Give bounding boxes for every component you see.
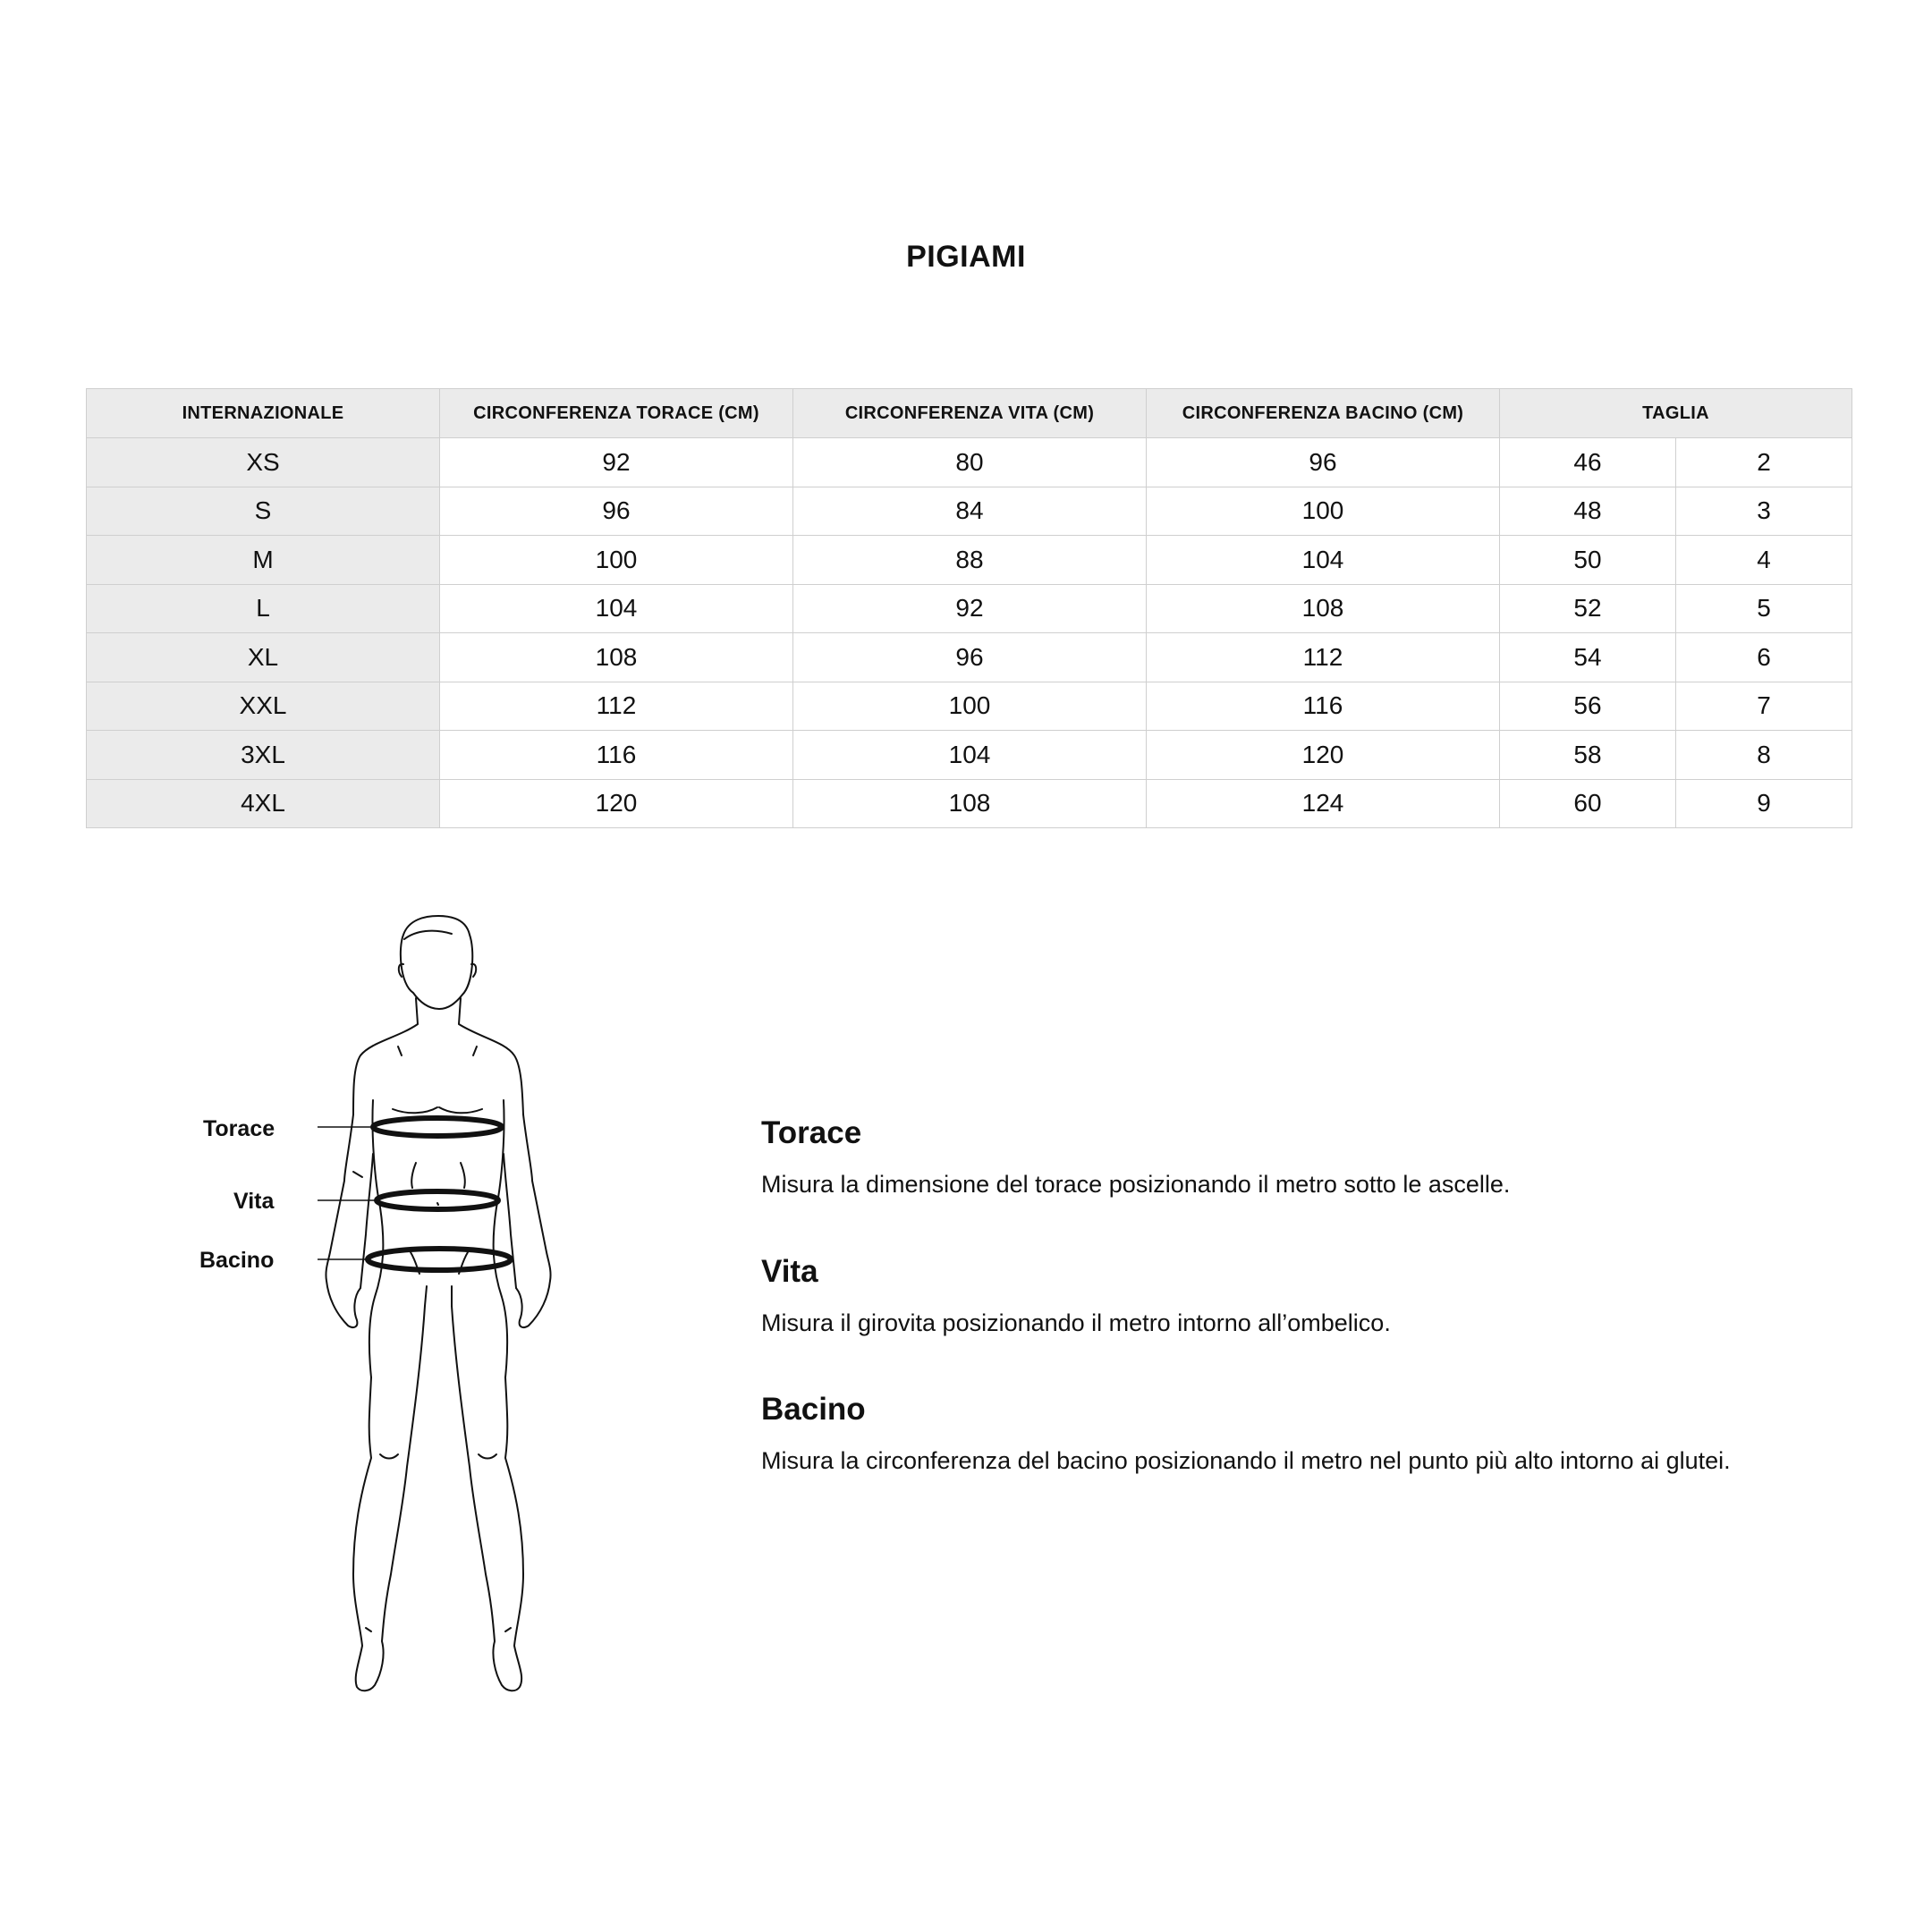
- cell-internazionale: S: [87, 487, 440, 536]
- cell-vita: 108: [793, 779, 1147, 828]
- header-taglia: TAGLIA: [1500, 389, 1852, 438]
- cell-internazionale: XXL: [87, 682, 440, 731]
- cell-torace: 100: [440, 536, 793, 585]
- cell-torace: 108: [440, 633, 793, 682]
- cell-taglia-num: 3: [1676, 487, 1852, 536]
- table-row: [87, 438, 1852, 487]
- cell-taglia-it: 48: [1500, 487, 1676, 536]
- cell-taglia-it: 46: [1500, 438, 1676, 487]
- cell-taglia-it: 50: [1500, 536, 1676, 585]
- description-bacino: [761, 1392, 1835, 1475]
- cell-bacino: 96: [1147, 438, 1500, 487]
- cell-internazionale: 4XL: [87, 779, 440, 828]
- description-text: Misura la dimensione del torace posizionando il metro sotto le ascelle.: [761, 1171, 1511, 1198]
- description-torace: [761, 1115, 1835, 1199]
- description-vita: [761, 1254, 1835, 1337]
- cell-torace: 120: [440, 779, 793, 828]
- cell-torace: 112: [440, 682, 793, 731]
- cell-taglia-it: 52: [1500, 584, 1676, 633]
- cell-internazionale: L: [87, 584, 440, 633]
- cell-bacino: 124: [1147, 779, 1500, 828]
- header-bacino: CIRCONFERENZA BACINO (CM): [1147, 389, 1500, 438]
- cell-taglia-num: 5: [1676, 584, 1852, 633]
- cell-internazionale: 3XL: [87, 731, 440, 780]
- description-text: Misura la circonferenza del bacino posizionando il metro nel punto più alto intorno ai glutei.: [761, 1447, 1731, 1474]
- cell-vita: 92: [793, 584, 1147, 633]
- cell-taglia-num: 9: [1676, 779, 1852, 828]
- cell-taglia-num: 7: [1676, 682, 1852, 731]
- cell-taglia-num: 6: [1676, 633, 1852, 682]
- body-measurement-figure: [318, 912, 559, 1699]
- table-row: [87, 584, 1852, 633]
- table-row: [87, 633, 1852, 682]
- description-heading: Vita: [761, 1254, 818, 1289]
- table-row: [87, 682, 1852, 731]
- cell-bacino: 120: [1147, 731, 1500, 780]
- cell-vita: 84: [793, 487, 1147, 536]
- description-text: Misura il girovita posizionando il metro intorno all’ombelico.: [761, 1309, 1391, 1336]
- label-torace: Torace: [203, 1116, 275, 1141]
- cell-taglia-it: 60: [1500, 779, 1676, 828]
- cell-torace: 96: [440, 487, 793, 536]
- cell-taglia-it: 58: [1500, 731, 1676, 780]
- page-title: PIGIAMI: [906, 240, 1026, 274]
- table-row: [87, 779, 1852, 828]
- cell-taglia-num: 4: [1676, 536, 1852, 585]
- cell-bacino: 100: [1147, 487, 1500, 536]
- cell-bacino: 108: [1147, 584, 1500, 633]
- table-header-row: [87, 389, 1852, 438]
- cell-vita: 100: [793, 682, 1147, 731]
- cell-vita: 104: [793, 731, 1147, 780]
- cell-internazionale: M: [87, 536, 440, 585]
- table-row: [87, 487, 1852, 536]
- cell-vita: 88: [793, 536, 1147, 585]
- cell-internazionale: XL: [87, 633, 440, 682]
- cell-taglia-it: 54: [1500, 633, 1676, 682]
- cell-vita: 96: [793, 633, 1147, 682]
- cell-taglia-num: 2: [1676, 438, 1852, 487]
- table-row: [87, 536, 1852, 585]
- description-heading: Bacino: [761, 1392, 866, 1427]
- cell-bacino: 116: [1147, 682, 1500, 731]
- description-heading: Torace: [761, 1115, 862, 1150]
- cell-vita: 80: [793, 438, 1147, 487]
- table-row: [87, 731, 1852, 780]
- cell-torace: 116: [440, 731, 793, 780]
- header-torace: CIRCONFERENZA TORACE (CM): [440, 389, 793, 438]
- cell-taglia-num: 8: [1676, 731, 1852, 780]
- cell-bacino: 112: [1147, 633, 1500, 682]
- human-figure-icon: [318, 912, 559, 1699]
- label-vita: Vita: [233, 1189, 275, 1214]
- header-internazionale: INTERNAZIONALE: [87, 389, 440, 438]
- cell-taglia-it: 56: [1500, 682, 1676, 731]
- cell-torace: 92: [440, 438, 793, 487]
- cell-torace: 104: [440, 584, 793, 633]
- size-table: [86, 388, 1852, 828]
- cell-internazionale: XS: [87, 438, 440, 487]
- header-vita: CIRCONFERENZA VITA (CM): [793, 389, 1147, 438]
- cell-bacino: 104: [1147, 536, 1500, 585]
- label-bacino: Bacino: [199, 1248, 275, 1273]
